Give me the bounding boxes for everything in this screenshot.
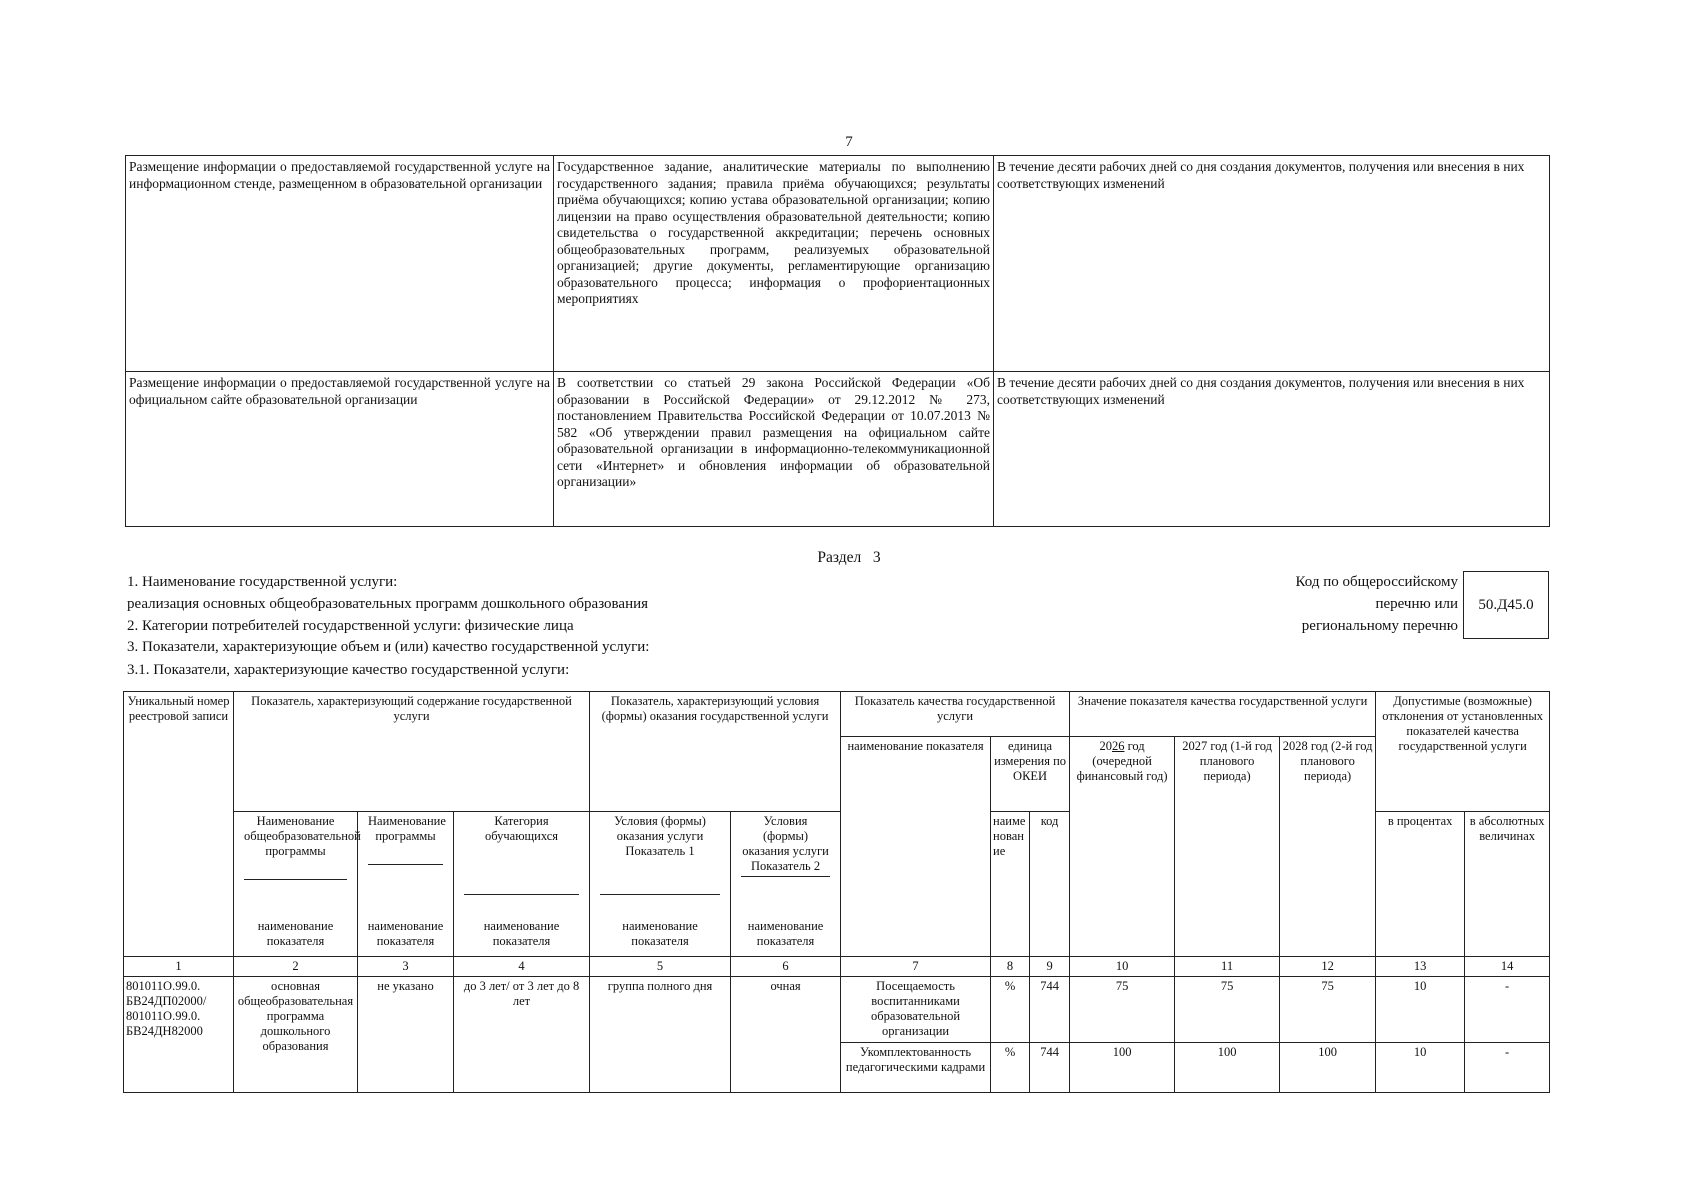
service-name: реализация основных общеобразовательных программ дошкольного образования bbox=[127, 596, 649, 612]
value-2028-cell: 75 bbox=[1280, 977, 1376, 1043]
table-row bbox=[126, 156, 1550, 372]
subheader-indicator-name: наименование показателя bbox=[234, 917, 358, 957]
header-program-name-text: Наименование общеобразовательной программы bbox=[244, 814, 347, 880]
service-code-box bbox=[1463, 571, 1549, 639]
info-method-cell: Размещение информации о предоставляемой государственной услуге на официальном сайте образовательной организации bbox=[126, 372, 554, 527]
program-name-cell: не указано bbox=[358, 977, 454, 1093]
unit-code-cell: 744 bbox=[1030, 977, 1070, 1043]
quality-indicators-heading: 3.1. Показатели, характеризующие качество государственной услуги: bbox=[127, 662, 570, 678]
column-number: 13 bbox=[1376, 957, 1465, 977]
code-label-line3: региональному перечню bbox=[1301, 618, 1458, 634]
table-row bbox=[124, 977, 1550, 1043]
column-number: 14 bbox=[1465, 957, 1550, 977]
header-condition-1 bbox=[590, 812, 731, 917]
info-content-cell: В соответствии со статьей 29 закона Российской Федерации «Об образовании в Российской Федерации» от 29.12.2012 № 273, постановлением Правительства Российской Федерации от 10.07.2013 № 582 «Об утверждении правил размещения на официальном сайте образовательной организации в информационно-телекоммуникационной сети «Интернет» и обновления информации об образовательной организации» bbox=[554, 372, 994, 527]
header-category bbox=[454, 812, 590, 917]
service-name-label: 1. Наименование государственной услуги: bbox=[127, 574, 398, 590]
code-label-line1: Код по общероссийскому bbox=[1295, 574, 1458, 590]
header-condition-2 bbox=[731, 812, 841, 917]
program-cell: основная общеобразовательная программа дошкольного образования bbox=[234, 977, 358, 1093]
category-cell: до 3 лет/ от 3 лет до 8 лет bbox=[454, 977, 590, 1093]
header-unique-number: Уникальный номер реестровой записи bbox=[124, 692, 234, 957]
quality-indicators-table bbox=[123, 691, 1550, 1093]
column-number: 8 bbox=[991, 957, 1030, 977]
header-allowed-deviation: Допустимые (возможные) отклонения от установленных показателей качества государственной услуги bbox=[1376, 692, 1550, 812]
value-2026-cell: 100 bbox=[1070, 1043, 1175, 1093]
column-number: 1 bbox=[124, 957, 234, 977]
header-conditions-indicator: Показатель, характеризующий условия (формы) оказания государственной услуги bbox=[590, 692, 841, 812]
unit-cell: % bbox=[991, 1043, 1030, 1093]
indicators-heading: 3. Показатели, характеризующие объем и (или) качество государственной услуги: bbox=[127, 639, 650, 655]
code-label-line2: перечню или bbox=[1375, 596, 1458, 612]
header-category-text: Категория обучающихся bbox=[464, 814, 579, 895]
registry-number-cell: 801011О.99.0. БВ24ДП02000/ 801011О.99.0. БВ24ДН82000 bbox=[124, 977, 234, 1093]
value-2026-cell: 75 bbox=[1070, 977, 1175, 1043]
header-content-indicator: Показатель, характеризующий содержание государственной услуги bbox=[234, 692, 590, 812]
header-year-2026 bbox=[1070, 737, 1175, 957]
column-number: 11 bbox=[1175, 957, 1280, 977]
column-number: 5 bbox=[590, 957, 731, 977]
section-number: 3 bbox=[872, 549, 881, 566]
indicator-name-cell: Укомплектованность педагогическими кадрами bbox=[841, 1043, 991, 1093]
info-frequency-cell: В течение десяти рабочих дней со дня создания документов, получения или внесения в них соответствующих изменений bbox=[994, 156, 1550, 372]
deviation-absolute-cell: - bbox=[1465, 1043, 1550, 1093]
section-label: Раздел bbox=[817, 549, 862, 566]
page-number: 7 bbox=[845, 134, 853, 150]
header-program bbox=[358, 812, 454, 917]
column-number: 2 bbox=[234, 957, 358, 977]
value-2027-cell: 100 bbox=[1175, 1043, 1280, 1093]
table-header-row bbox=[124, 692, 1550, 737]
header-year-2028: 2028 год (2-й год планового периода) bbox=[1280, 737, 1376, 957]
header-program-name bbox=[234, 812, 361, 917]
subheader-indicator-name: наименование показателя bbox=[454, 917, 590, 957]
column-number: 10 bbox=[1070, 957, 1175, 977]
unit-code-cell: 744 bbox=[1030, 1043, 1070, 1093]
condition-2-cell: очная bbox=[731, 977, 841, 1093]
subheader-indicator-name: наименование показателя bbox=[358, 917, 454, 957]
info-frequency-cell: В течение десяти рабочих дней со дня создания документов, получения или внесения в них соответствующих изменений bbox=[994, 372, 1550, 527]
header-program-text: Наименование программы bbox=[368, 814, 443, 865]
header-unit: единица измерения по ОКЕИ bbox=[991, 737, 1070, 812]
column-number: 12 bbox=[1280, 957, 1376, 977]
header-unit-name: наименование bbox=[991, 812, 1030, 957]
column-number-row bbox=[124, 957, 1550, 977]
section-heading bbox=[0, 549, 1698, 567]
indicator-name-cell: Посещаемость воспитанниками образовательной организации bbox=[841, 977, 991, 1043]
header-year-2027: 2027 год (1-й год планового периода) bbox=[1175, 737, 1280, 957]
value-2028-cell: 100 bbox=[1280, 1043, 1376, 1093]
column-number: 9 bbox=[1030, 957, 1070, 977]
year-suffix: год (очередной финансовый год) bbox=[1076, 739, 1168, 783]
value-2027-cell: 75 bbox=[1175, 977, 1280, 1043]
header-unit-code: код bbox=[1030, 812, 1070, 957]
column-number: 4 bbox=[454, 957, 590, 977]
header-quality-indicator: Показатель качества государственной услуги bbox=[841, 692, 1070, 737]
subheader-indicator-name: наименование показателя bbox=[590, 917, 731, 957]
consumer-categories: 2. Категории потребителей государственной услуги: физические лица bbox=[127, 618, 574, 634]
header-indicator-value: Значение показателя качества государственной услуги bbox=[1070, 692, 1376, 737]
deviation-percent-cell: 10 bbox=[1376, 1043, 1465, 1093]
info-method-cell: Размещение информации о предоставляемой государственной услуге на информационном стенде, размещенном в образовательной организации bbox=[126, 156, 554, 372]
header-absolute: в абсолютных величинах bbox=[1465, 812, 1550, 957]
header-indicator-name: наименование показателя bbox=[841, 737, 991, 957]
header-condition-1-text: Условия (формы) оказания услуги Показатель 1 bbox=[600, 814, 720, 895]
subheader-indicator-name: наименование показателя bbox=[731, 917, 841, 957]
year-number: 26 bbox=[1111, 739, 1125, 753]
service-code: 50.Д45.0 bbox=[1478, 596, 1534, 613]
deviation-percent-cell: 10 bbox=[1376, 977, 1465, 1043]
unit-cell: % bbox=[991, 977, 1030, 1043]
header-percent: в процентах bbox=[1376, 812, 1465, 957]
year-prefix: 20 bbox=[1099, 739, 1112, 753]
information-table bbox=[125, 155, 1550, 527]
table-row bbox=[126, 372, 1550, 527]
condition-1-cell: группа полного дня bbox=[590, 977, 731, 1093]
column-number: 6 bbox=[731, 957, 841, 977]
column-number: 7 bbox=[841, 957, 991, 977]
deviation-absolute-cell: - bbox=[1465, 977, 1550, 1043]
header-condition-2-text: Условия (формы) оказания услуги Показатель 2 bbox=[741, 814, 830, 877]
info-content-cell: Государственное задание, аналитические материалы по выполнению государственного задания; правила приёма обучающихся; результаты приёма обучающихся; копию устава образовательной организации; копию лицензии на право осуществления образовательной деятельности; копию свидетельства о государственной аккредитации; перечень основных общеобразовательных программ, реализуемых образовательной организацией; другие документы, регламентирующие организацию образовательного процесса; информация о профориентационных мероприятиях bbox=[554, 156, 994, 372]
column-number: 3 bbox=[358, 957, 454, 977]
